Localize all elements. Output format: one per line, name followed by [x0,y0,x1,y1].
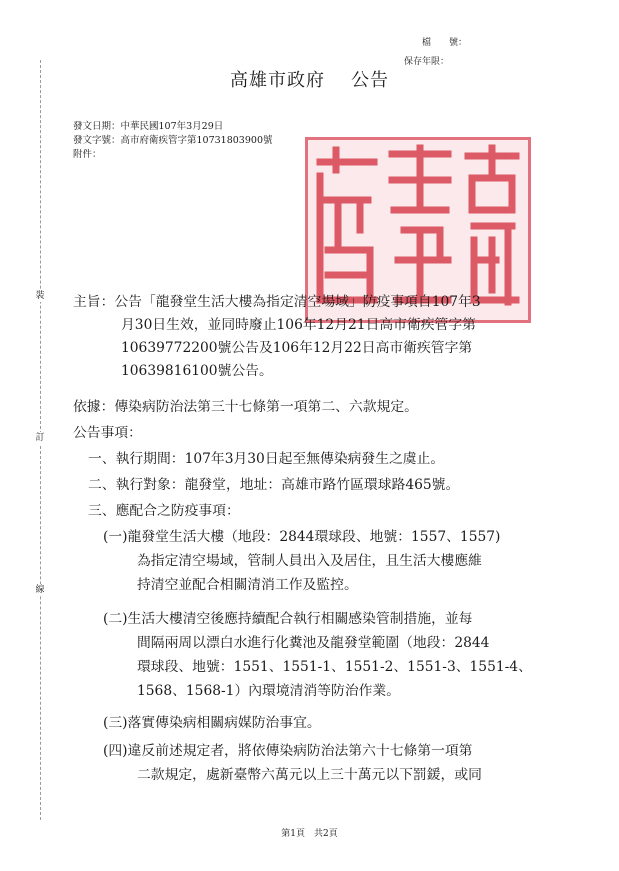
binding-mark-2: 訂 [33,432,47,444]
issue-date: 發文日期：中華民國107年3月29日 [73,121,224,132]
binding-mark-3: 線 [33,584,47,596]
basis-line: 依據：傳染病防治法第三十七條第一項第二、六款規定。 [73,399,418,415]
subject-line-4: 10639816100號公告。 [121,363,273,379]
notice-item-1: 一、執行期間：107年3月30日起至無傳染病發生之虞止。 [88,451,445,467]
sub-item-2-line-2: 間隔兩周以漂白水進行化糞池及龍發堂範圍（地段：2844 [137,635,490,651]
page-number: 第1頁 共2頁 [281,829,338,839]
notice-heading: 公告事項： [73,425,142,441]
subject-line-3: 10639772200號公告及106年12月22日高市衛疾管字第 [121,340,473,356]
sub-item-1-line-2: 為指定清空場域，管制人員出入及居住，且生活大樓應維 [137,553,482,569]
sub-item-4-line-1: (四)違反前述規定者，將依傳染病防治法第六十七條第一項第 [103,743,473,759]
sub-item-2-line-3: 環球段、地號：1551、1551-1、1551-2、1551-3、1551-4、 [137,659,532,675]
sub-item-1-line-1: (一)龍發堂生活大樓（地段：2844環球段、地號：1557、1557) [103,529,501,545]
issue-reference: 發文字號：高市府衛疾管字第10731803900號 [73,135,273,146]
retention-label: 保存年限： [404,57,450,67]
sub-item-3: (三)落實傳染病相關病媒防治事宜。 [103,715,321,731]
attachment-label: 附件： [73,149,102,160]
sub-item-2-line-4: 1568、1568-1）內環境清消等防治作業。 [137,683,401,699]
notice-item-2: 二、執行對象：龍發堂，地址：高雄市路竹區環球路465號。 [88,477,460,493]
file-number-label: 檔 號： [422,38,468,48]
subject-line-1: 主旨：公告「龍發堂生活大樓為指定清空場域」防疫事項自107年3 [73,294,481,310]
title-type: 公告 [351,70,389,91]
subject-line-2: 月30日生效，並同時廢止106年12月21日高市衛疾管字第 [121,317,476,333]
sub-item-1-line-3: 持清空並配合相關清消工作及監控。 [137,577,358,593]
notice-item-3: 三、應配合之防疫事項： [88,503,240,519]
sub-item-2-line-1: (二)生活大樓清空後應持續配合執行相關感染管制措施，並每 [103,611,473,627]
binding-mark-1: 裝 [33,290,47,302]
title-org: 高雄市政府 [230,70,325,91]
page-title [0,66,619,92]
sub-item-4-line-2: 二款規定，處新臺幣六萬元以上三十萬元以下罰鍰，或同 [137,767,482,783]
